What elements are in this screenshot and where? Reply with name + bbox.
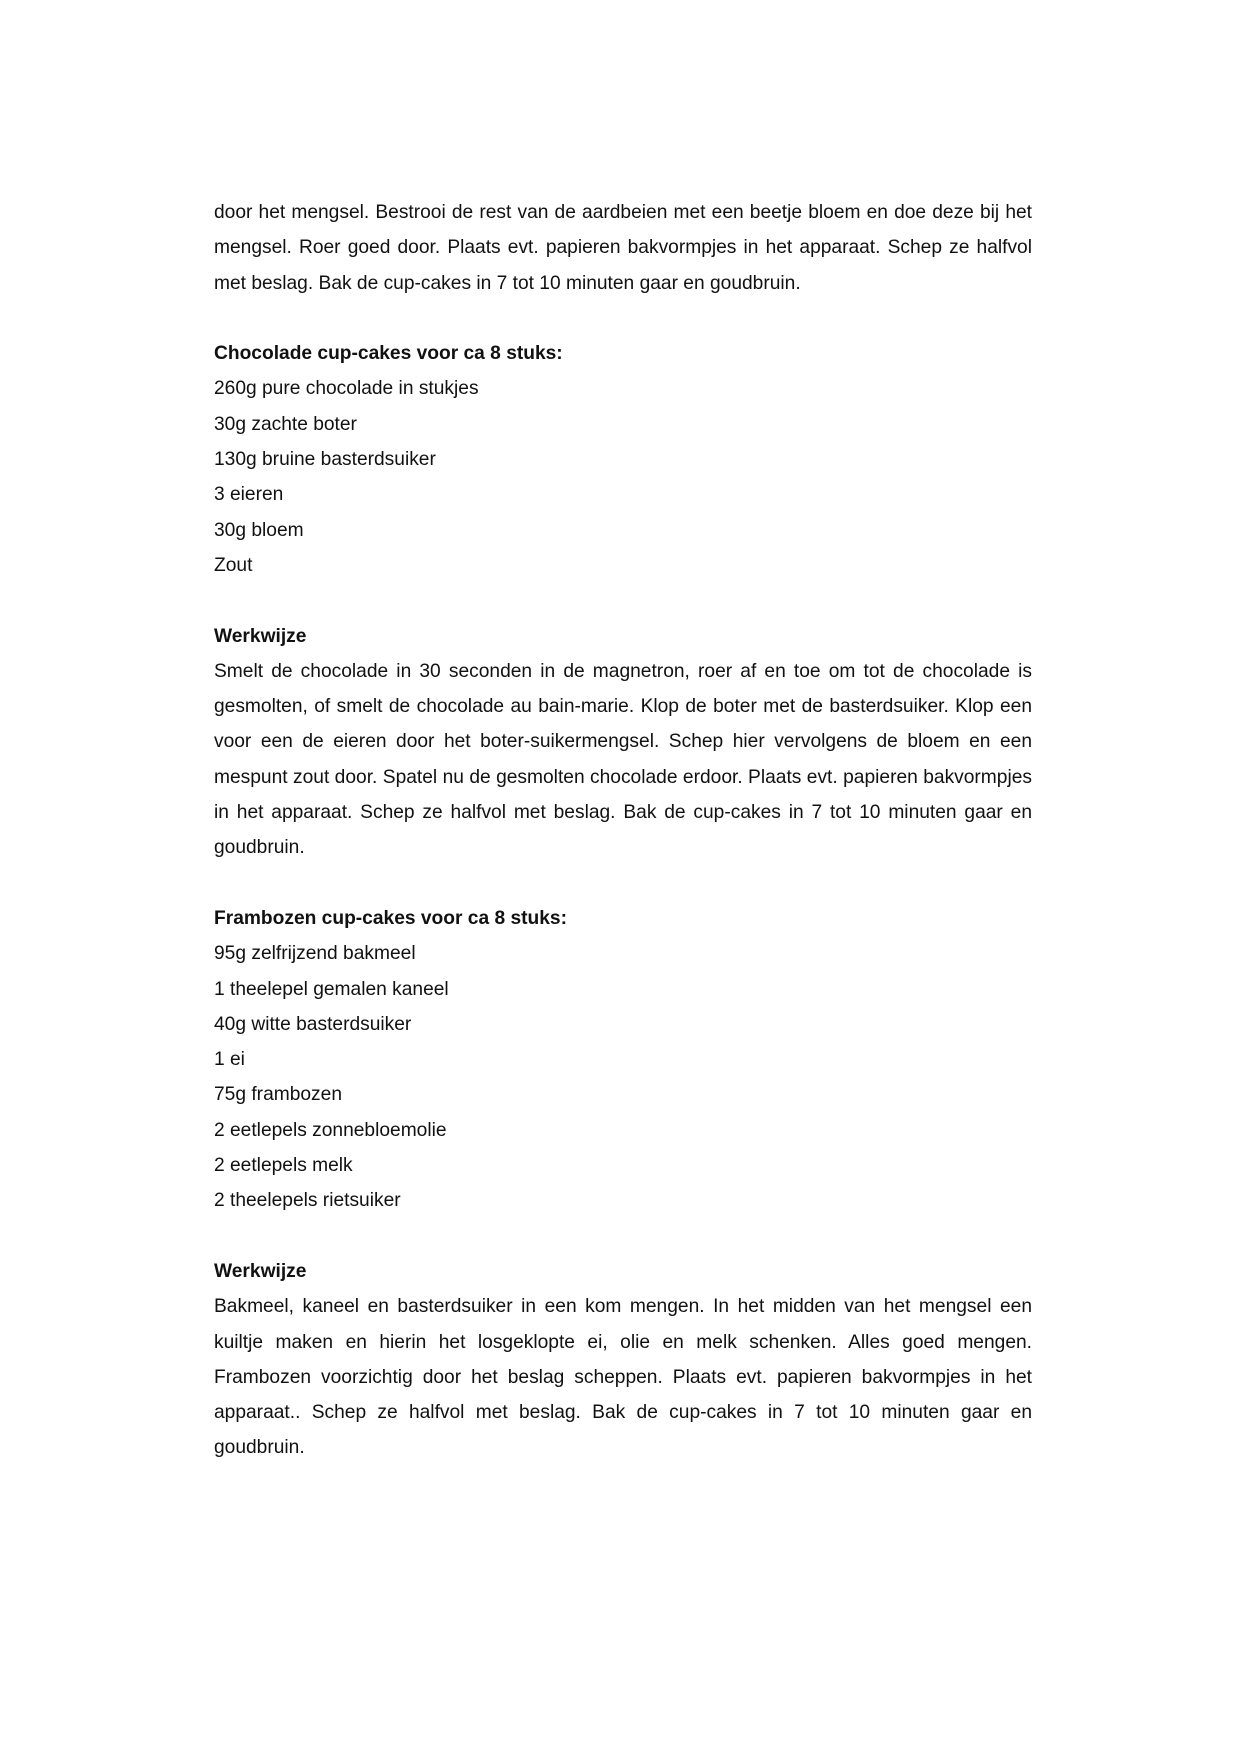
ingredient-item: 3 eieren (214, 484, 284, 506)
raspberry-method-heading: Werkwijze (214, 1260, 307, 1282)
raspberry-method-text: Bakmeel, kaneel en basterdsuiker in een kom mengen. In het midden van het mengsel een kuiltje maken en hierin het losgeklopte ei, olie en melk schenken. Alles goed mengen. Frambozen voorzichtig door het beslag scheppen. Plaats evt. papieren bakvormpjes in het apparaat.. Schep ze halfvol met beslag. Bak de cup-cakes in 7 tot 10 minuten gaar en goudbruin. (214, 1296, 1032, 1459)
raspberry-ingredient-list (214, 936, 1032, 1218)
ingredient-item: 130g bruine basterdsuiker (214, 449, 436, 471)
ingredient-item: 30g zachte boter (214, 413, 357, 435)
spacer (214, 301, 1032, 336)
ingredient-item: 1 ei (214, 1049, 245, 1071)
document-page (214, 195, 1032, 1466)
chocolate-recipe (214, 336, 1032, 865)
raspberry-recipe (214, 901, 1032, 1466)
ingredient-item: 1 theelepel gemalen kaneel (214, 978, 449, 1000)
intro-paragraph: door het mengsel. Bestrooi de rest van de aardbeien met een beetje bloem en doe deze bij het mengsel. Roer goed door. Plaats evt. papieren bakvormpjes in het apparaat. Schep ze halfvol met beslag. Bak de cup-cakes in 7 tot 10 minuten gaar en goudbruin. (214, 202, 1032, 294)
spacer (214, 1219, 1032, 1254)
ingredient-item: 30g bloem (214, 519, 304, 541)
chocolate-recipe-title: Chocolade cup-cakes voor ca 8 stuks: (214, 343, 563, 365)
ingredient-item: Zout (214, 554, 253, 576)
spacer (214, 866, 1032, 901)
ingredient-item: 40g witte basterdsuiker (214, 1013, 412, 1035)
ingredient-item: 2 eetlepels zonnebloemolie (214, 1119, 447, 1141)
chocolate-ingredient-list (214, 371, 1032, 583)
ingredient-item: 2 theelepels rietsuiker (214, 1190, 401, 1212)
raspberry-recipe-title: Frambozen cup-cakes voor ca 8 stuks: (214, 907, 567, 929)
ingredient-item: 2 eetlepels melk (214, 1155, 353, 1177)
ingredient-item: 95g zelfrijzend bakmeel (214, 943, 416, 965)
ingredient-item: 75g frambozen (214, 1084, 342, 1106)
ingredient-item: 260g pure chocolade in stukjes (214, 378, 479, 400)
chocolate-method-heading: Werkwijze (214, 625, 307, 647)
spacer (214, 583, 1032, 618)
chocolate-method-text: Smelt de chocolade in 30 seconden in de magnetron, roer af en toe om tot de chocolade is gesmolten, of smelt de chocolade au bain-marie. Klop de boter met de basterdsuiker. Klop een voor een de eieren door het boter-suikermengsel. Schep hier vervolgens de bloem en een mespunt zout door. Spatel nu de gesmolten chocolade erdoor. Plaats evt. papieren bakvormpjes in het apparaat. Schep ze halfvol met beslag. Bak de cup-cakes in 7 tot 10 minuten gaar en goudbruin. (214, 660, 1032, 859)
